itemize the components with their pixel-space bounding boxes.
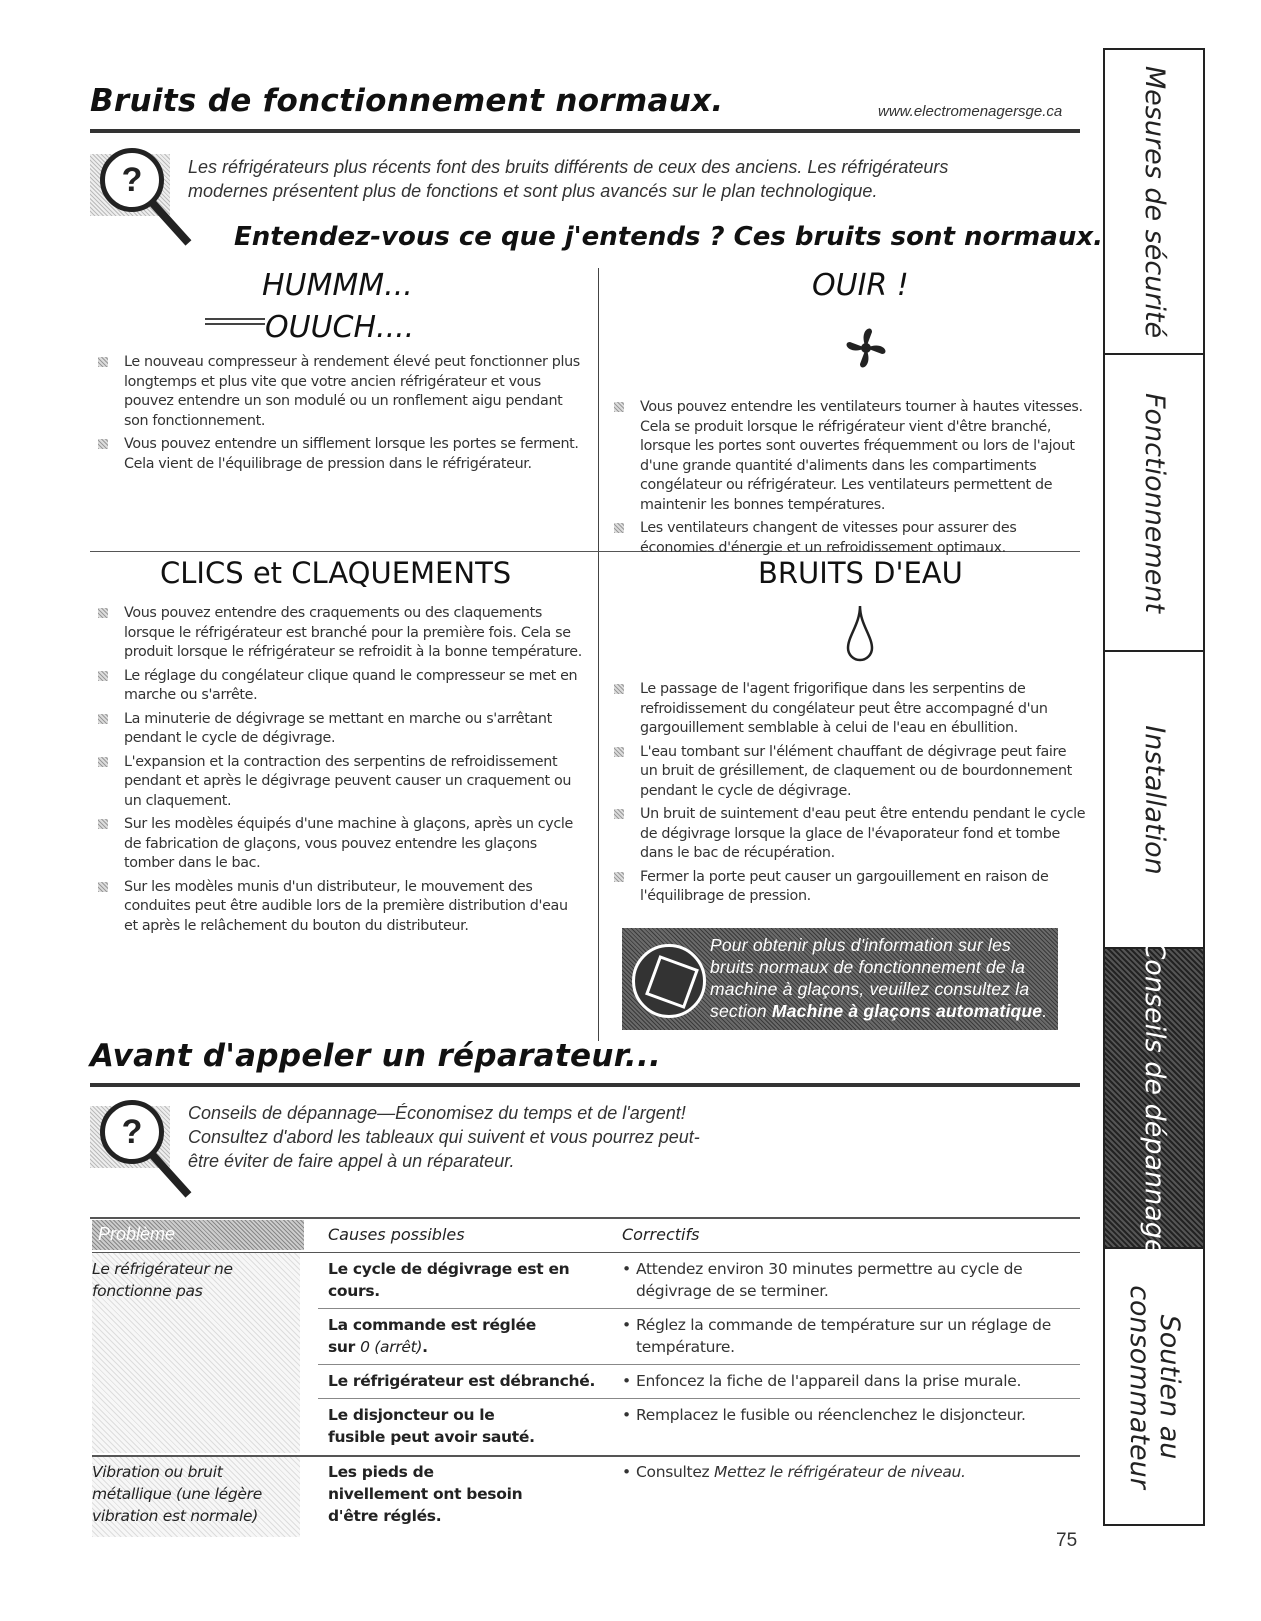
- clics-item-2: Le réglage du congélateur clique quand le compresseur se met en marche ou s'arrête.: [92, 667, 584, 706]
- hummm-list: [92, 353, 582, 478]
- tab-fonctionnement[interactable]: Fonctionnement: [1105, 355, 1203, 652]
- clics-item-6: Sur les modèles munis d'un distributeur, le mouvement des conduites peut être audible lors de la première distribution d'eau et après le relâchement du bouton du distributeur.: [92, 878, 584, 937]
- hummm-title: HUMMM...: [262, 268, 413, 303]
- eau-item-1: Le passage de l'agent frigorifique dans les serpentins de refroidissement du congélateur peut être accompagné d'un gargouillement semblable à celui de l'eau en ébullition.: [608, 680, 1086, 739]
- water-drop-icon: [845, 604, 875, 664]
- section-tabs: [1103, 48, 1205, 1526]
- eau-item-4: Fermer la porte peut causer un gargouillement en raison de l'équilibrage de pression.: [608, 868, 1086, 907]
- ouir-item-2: Les ventilateurs changent de vitesses pour assurer des économies d'énergie et un refroidissement optimaux.: [608, 519, 1086, 558]
- table-row-2-fix: • Réglez la commande de température sur un réglage de température.: [622, 1314, 1086, 1358]
- table-row-1-problem: Le réfrigérateur ne fonctionne pas: [92, 1260, 233, 1300]
- table-row-5-fix: • Consultez Mettez le réfrigérateur de niveau.: [622, 1461, 1086, 1483]
- repair-intro-line-2: Consultez d'abord les tableaux qui suivent et vous pourrez peut-: [188, 1127, 700, 1147]
- table-row-1-fix: • Attendez environ 30 minutes permettre au cycle de dégivrage de se terminer.: [622, 1258, 1086, 1302]
- column-divider: [598, 268, 599, 1041]
- tab-conseils-de-depannage[interactable]: Conseils de dépannage: [1105, 949, 1203, 1249]
- table-row-2-cause: La commande est réglée sur 0 (arrêt).: [328, 1316, 536, 1356]
- icemaker-info-text: Pour obtenir plus d'information sur les bruits normaux de fonctionnement de la machine à glaçons, veuillez consultez la section Machine à glaçons automatique.: [710, 935, 1048, 1021]
- question-magnifier-icon-2: ?: [90, 1100, 170, 1210]
- table-row-3-cause: Le réfrigérateur est débranché.: [328, 1372, 596, 1390]
- intro-text: [188, 155, 1068, 203]
- clics-item-4: L'expansion et la contraction des serpentins de refroidissement pendant et après le dégivrage peuvent causer un craquement ou un claquement.: [92, 753, 584, 812]
- causes-header: Causes possibles: [328, 1225, 465, 1244]
- ouir-list: [608, 398, 1086, 562]
- tab-soutien-au-consommateur[interactable]: Soutien au consommateur: [1124, 1284, 1185, 1489]
- fixes-header: Correctifs: [622, 1225, 700, 1244]
- eau-title: BRUITS D'EAU: [758, 556, 963, 590]
- eau-list: [608, 680, 1086, 911]
- website-url: www.electromenagersge.ca: [878, 103, 1063, 120]
- subheading: Entendez-vous ce que j'entends ? Ces bruits sont normaux.: [234, 222, 1103, 252]
- icemaker-icon: [632, 944, 706, 1018]
- clics-item-3: La minuterie de dégivrage se mettant en marche ou s'arrêtant pendant le cycle de dégivrage.: [92, 710, 584, 749]
- hummm-lines-icon: [205, 318, 265, 328]
- eau-item-2: L'eau tombant sur l'élément chauffant de dégivrage peut faire un bruit de grésillement, de claquement ou de bourdonnement pendant le cycle de dégivrage.: [608, 743, 1086, 802]
- tab-installation[interactable]: Installation: [1105, 652, 1203, 949]
- repair-title: Avant d'appeler un réparateur...: [90, 1038, 662, 1074]
- problem-header: Problème: [92, 1220, 304, 1250]
- ouir-title: OUIR !: [812, 268, 909, 303]
- clics-title: CLICS et CLAQUEMENTS: [160, 556, 512, 590]
- table-row-3-fix: • Enfoncez la fiche de l'appareil dans la prise murale.: [622, 1370, 1086, 1392]
- intro-line-1: Les réfrigérateurs plus récents font des bruits différents de ceux des anciens. Les réfrigérateurs: [188, 157, 949, 177]
- intro-line-2: modernes présentent plus de fonctions et sont plus avancés sur le plan technologique.: [188, 181, 878, 201]
- table-row-4-cause: Le disjoncteur ou le fusible peut avoir sauté.: [328, 1406, 535, 1446]
- icemaker-info-box: [622, 928, 1058, 1030]
- question-magnifier-icon: ?: [90, 148, 170, 258]
- eau-item-3: Un bruit de suintement d'eau peut être entendu pendant le cycle de dégivrage lorsque la glace de l'évaporateur fond et tombe dans le bac de récupération.: [608, 805, 1086, 864]
- table-row-5-problem: Vibration ou bruit métallique (une légère vibration est normale): [92, 1463, 262, 1525]
- ouir-item-1: Vous pouvez entendre les ventilateurs tourner à hautes vitesses. Cela se produit lorsque le réfrigérateur vient d'être branché, lorsque les portes sont ouvertes fréquemment ou lors de l'ajout d'une grande quantité d'aliments dans les compartiments congélateur ou réfrigérateur. Les ventilateurs permettent de maintenir les bonnes températures.: [608, 398, 1086, 515]
- table-row-4-fix: • Remplacez le fusible ou réenclenchez le disjoncteur.: [622, 1404, 1086, 1426]
- icemaker-section-link: Machine à glaçons automatique: [771, 1001, 1043, 1021]
- clics-item-5: Sur les modèles équipés d'une machine à glaçons, après un cycle de fabrication de glaçons, vous pouvez entendre les glaçons tomber dans le bac.: [92, 815, 584, 874]
- repair-intro-line-1: Conseils de dépannage—Économisez du temps et de l'argent!: [188, 1103, 686, 1123]
- hummm-item-2: Vous pouvez entendre un sifflement lorsque les portes se ferment. Cela vient de l'équilibrage de pression dans le réfrigérateur.: [92, 435, 582, 474]
- repair-intro-line-3: être éviter de faire appel à un réparateur.: [188, 1151, 515, 1171]
- clics-list: [92, 604, 584, 940]
- fan-icon: [836, 318, 896, 378]
- table-row-1-cause: Le cycle de dégivrage est en cours.: [328, 1260, 570, 1300]
- tab-mesures-de-securite[interactable]: Mesures de sécurité: [1105, 50, 1203, 355]
- ouuch-title: OUUCH....: [265, 310, 415, 345]
- page-number: 75: [1056, 1530, 1078, 1551]
- table-top-rule: [90, 1217, 1080, 1219]
- hummm-item-1: Le nouveau compresseur à rendement élevé peut fonctionner plus longtemps et plus vite que votre ancien réfrigérateur et vous pouvez entendre un son modulé ou un ronflement aigu pendant son fonctionnement.: [92, 353, 582, 431]
- table-row-5-cause: Les pieds de nivellement ont besoin d'être réglés.: [328, 1463, 523, 1525]
- clics-item-1: Vous pouvez entendre des craquements ou des claquements lorsque le réfrigérateur est branché pour la première fois. Cela se produit lorsque le réfrigérateur se refroidit à la bonne température.: [92, 604, 584, 663]
- page-title: Bruits de fonctionnement normaux.: [90, 83, 724, 119]
- title-rule: [90, 129, 1080, 133]
- repair-rule: [90, 1083, 1080, 1087]
- repair-intro: [188, 1101, 788, 1173]
